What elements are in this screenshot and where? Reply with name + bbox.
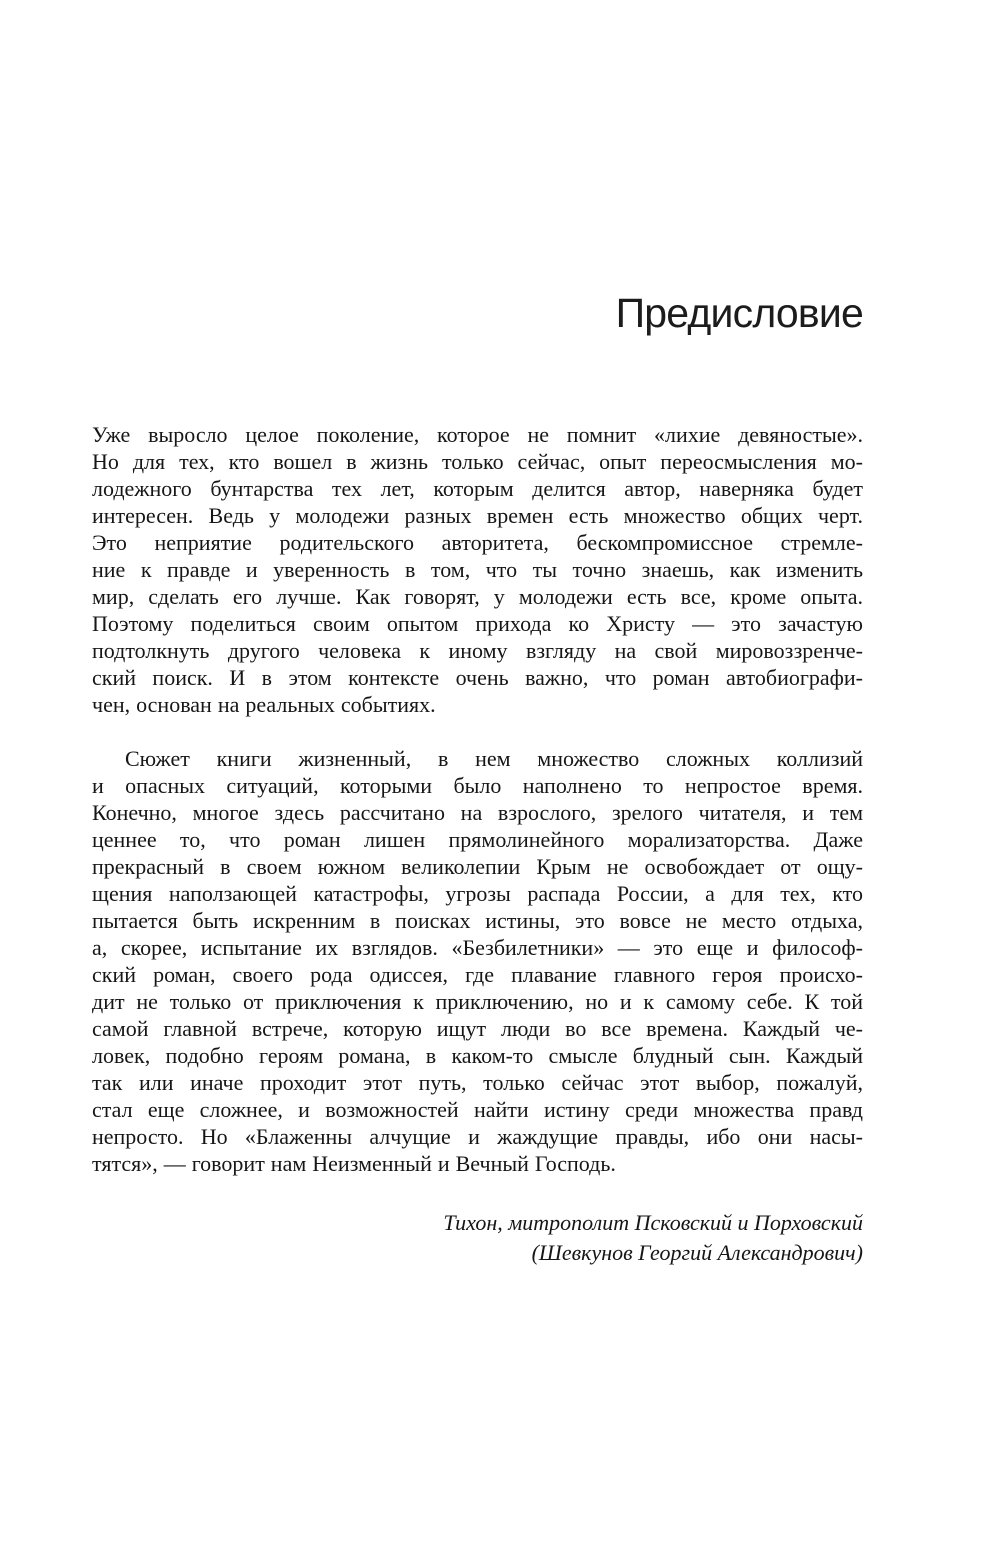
text-line: Это неприятие родительского авторитета, бескомпромиссное стремле- [92,530,863,555]
text-line: чен, основан на реальных событиях. [92,692,436,717]
text-line: подтолкнуть другого человека к иному взгляду на свой мировоззренче- [92,638,863,663]
text-line: Уже выросло целое поколение, которое не помнит «лихие девяностые». [92,422,863,447]
text-line: дит не только от приключения к приключению, но и к самому себе. К той [92,989,863,1014]
text-line: мир, сделать его лучше. Как говорят, у молодежи есть все, кроме опыта. [92,584,863,609]
text-line: Сюжет книги жизненный, в нем множество сложных коллизий [125,746,863,771]
text-line: самой главной встрече, которую ищут люди во все времена. Каждый че- [92,1016,863,1041]
text-line: лодежного бунтарства тех лет, которым делится автор, наверняка будет [92,476,863,501]
text-line: прекрасный в своем южном великолепии Крым не освобождает от ощу- [92,854,863,879]
paragraphs-container [92,421,863,1177]
signature-line: Тихон, митрополит Псковский и Порховский [443,1210,863,1235]
text-line: непросто. Но «Блаженны алчущие и жаждущие правды, ибо они насы- [92,1124,863,1149]
text-line: ловек, подобно героям романа, в каком-то смысле блудный сын. Каждый [92,1043,863,1068]
text-line: стал еще сложнее, и возможностей найти истину среди множества правд [92,1097,863,1122]
signature-line: (Шевкунов Георгий Александрович) [531,1240,863,1265]
text-line: интересен. Ведь у молодежи разных времен есть множество общих черт. [92,503,863,528]
text-line: Конечно, многое здесь рассчитано на взрослого, зрелого читателя, и тем [92,800,863,825]
text-line: ский роман, своего рода одиссея, где плавание главного героя происхо- [92,962,863,987]
text-line: ние к правде и уверенность в том, что ты точно знаешь, как изменить [92,557,863,582]
text-line: так или иначе проходит этот путь, только сейчас этот выбор, пожалуй, [92,1070,863,1095]
text-line: ский поиск. И в этом контексте очень важно, что роман автобиографи- [92,665,863,690]
text-line: ценнее то, что роман лишен прямолинейного морализаторства. Даже [92,827,863,852]
text-line: пытается быть искренним в поисках истины, это вовсе не место отдыха, [92,908,863,933]
text-line: Поэтому поделиться своим опытом прихода ко Христу — это зачастую [92,611,863,636]
signature-block [92,1208,863,1268]
text-line: тятся», — говорит нам Неизменный и Вечный Господь. [92,1151,616,1176]
text-line: Но для тех, кто вошел в жизнь только сейчас, опыт переосмысления мо- [92,449,863,474]
text-line: и опасных ситуаций, которыми было наполнено то непростое время. [92,773,863,798]
preface-body [92,421,863,1268]
text-line: а, скорее, испытание их взглядов. «Безбилетники» — это еще и философ- [92,935,863,960]
paragraph [92,421,863,718]
page-title: Предисловие [615,290,863,336]
text-line: щения наползающей катастрофы, угрозы распада России, а для тех, кто [92,881,863,906]
paragraph [92,745,863,1177]
